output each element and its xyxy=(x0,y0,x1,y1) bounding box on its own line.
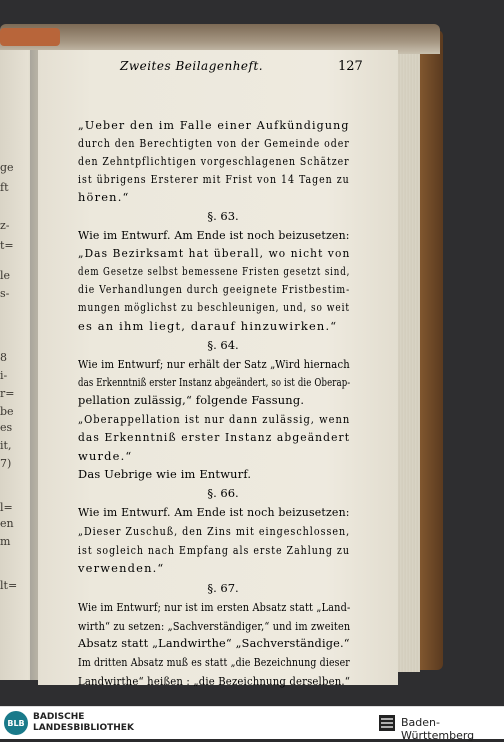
footer-bar xyxy=(0,706,504,742)
text-line: Wie im Entwurf; nur erhält der Satz „Wird hiernach xyxy=(78,357,350,371)
left-page-fragment: l= xyxy=(0,501,13,514)
left-page-fragment: es xyxy=(0,421,13,434)
section-heading: §. 63. xyxy=(207,209,239,223)
text-line: Das Uebrige wie im Entwurf. xyxy=(78,467,252,481)
left-page-fragments xyxy=(0,130,18,630)
text-line: durch den Berechtigten von der Gemeinde oder xyxy=(78,136,350,150)
ribbon-tab xyxy=(0,28,60,46)
text-line: dem Gesetze selbst bemessene Fristen gesetzt sind, xyxy=(78,264,351,278)
text-line: „Das Bezirksamt hat überall, wo nicht von xyxy=(78,246,351,260)
left-page-fragment: lt= xyxy=(0,579,18,592)
left-page-fragment: z- xyxy=(0,219,10,232)
text-line: den Zehntpflichtigen vorgeschlagenen Schätzer xyxy=(78,154,350,168)
text-line: „Dieser Zuschuß, den Zins mit eingeschlossen, xyxy=(78,524,351,538)
left-page-fragment: 8 xyxy=(0,351,7,364)
left-page-fragment: en xyxy=(0,517,14,530)
left-page-fragment: s- xyxy=(0,287,10,300)
text-line: ist übrigens Ersterer mit Frist von 14 Tagen zu xyxy=(78,172,350,186)
blb-logo-icon[interactable]: BLB xyxy=(4,711,28,735)
left-page-fragment: be xyxy=(0,405,14,418)
text-line: wirth“ zu setzen: „Sachverständiger,“ und im zweiten xyxy=(78,619,351,633)
left-page-fragment: ge xyxy=(0,161,14,174)
blb-name-line1: BADISCHE xyxy=(33,712,85,722)
text-line: das Erkenntniß erster Instanz abgeändert xyxy=(78,430,351,444)
text-line: verwenden.“ xyxy=(78,561,165,575)
section-heading: §. 67. xyxy=(207,581,239,595)
text-line: Wie im Entwurf. Am Ende ist noch beizusetzen: xyxy=(78,505,350,519)
text-line: das Erkenntniß erster Instanz abgeändert, so ist die Oberap- xyxy=(78,375,351,389)
text-line: Absatz statt „Landwirthe“ „Sachverständige.“ xyxy=(78,636,350,650)
bw-label[interactable]: Baden-Württemberg xyxy=(401,716,475,742)
section-heading: §. 64. xyxy=(207,338,239,352)
text-line: „Ueber den im Falle einer Aufkündigung xyxy=(78,118,350,132)
left-page-fragment: t= xyxy=(0,239,14,252)
text-line: Im dritten Absatz muß es statt „die Bezeichnung dieser xyxy=(78,655,350,669)
running-header: Zweites Beilagenheft. xyxy=(120,59,264,73)
text-line: Wie im Entwurf; nur ist im ersten Absatz statt „Land- xyxy=(78,600,351,614)
text-line: wurde.“ xyxy=(78,449,133,463)
text-line: mungen möglichst zu beschleunigen, und, so weit xyxy=(78,300,350,314)
text-line: pellation zulässig,“ folgende Fassung. xyxy=(78,393,305,407)
left-page-fragment: i- xyxy=(0,369,8,382)
text-line: ist sogleich nach Empfang als erste Zahlung zu xyxy=(78,543,350,557)
blb-name-line2: LANDESBIBLIOTHEK xyxy=(33,723,134,733)
blb-name[interactable] xyxy=(33,712,134,734)
left-page-fragment: 7) xyxy=(0,457,12,470)
left-page-fragment: it, xyxy=(0,439,12,452)
text-line: Landwirthe“ heißen : „die Bezeichnung derselben.“ xyxy=(78,674,351,688)
bw-coat-of-arms-icon xyxy=(378,714,396,732)
left-page-fragment: r= xyxy=(0,387,15,400)
left-page-fragment: le xyxy=(0,269,11,282)
page-number: 127 xyxy=(338,59,363,74)
left-page-fragment: m xyxy=(0,535,11,548)
left-page-fragment: ft xyxy=(0,181,9,194)
text-line: Wie im Entwurf. Am Ende ist noch beizusetzen: xyxy=(78,228,350,242)
section-heading: §. 66. xyxy=(207,486,239,500)
text-line: die Verhandlungen durch geeignete Fristbestim- xyxy=(78,282,351,296)
text-line: „Oberappellation ist nur dann zulässig, wenn xyxy=(78,412,351,426)
text-line: es an ihm liegt, darauf hinzuwirken.“ xyxy=(78,319,338,333)
text-line: hören.“ xyxy=(78,190,130,204)
